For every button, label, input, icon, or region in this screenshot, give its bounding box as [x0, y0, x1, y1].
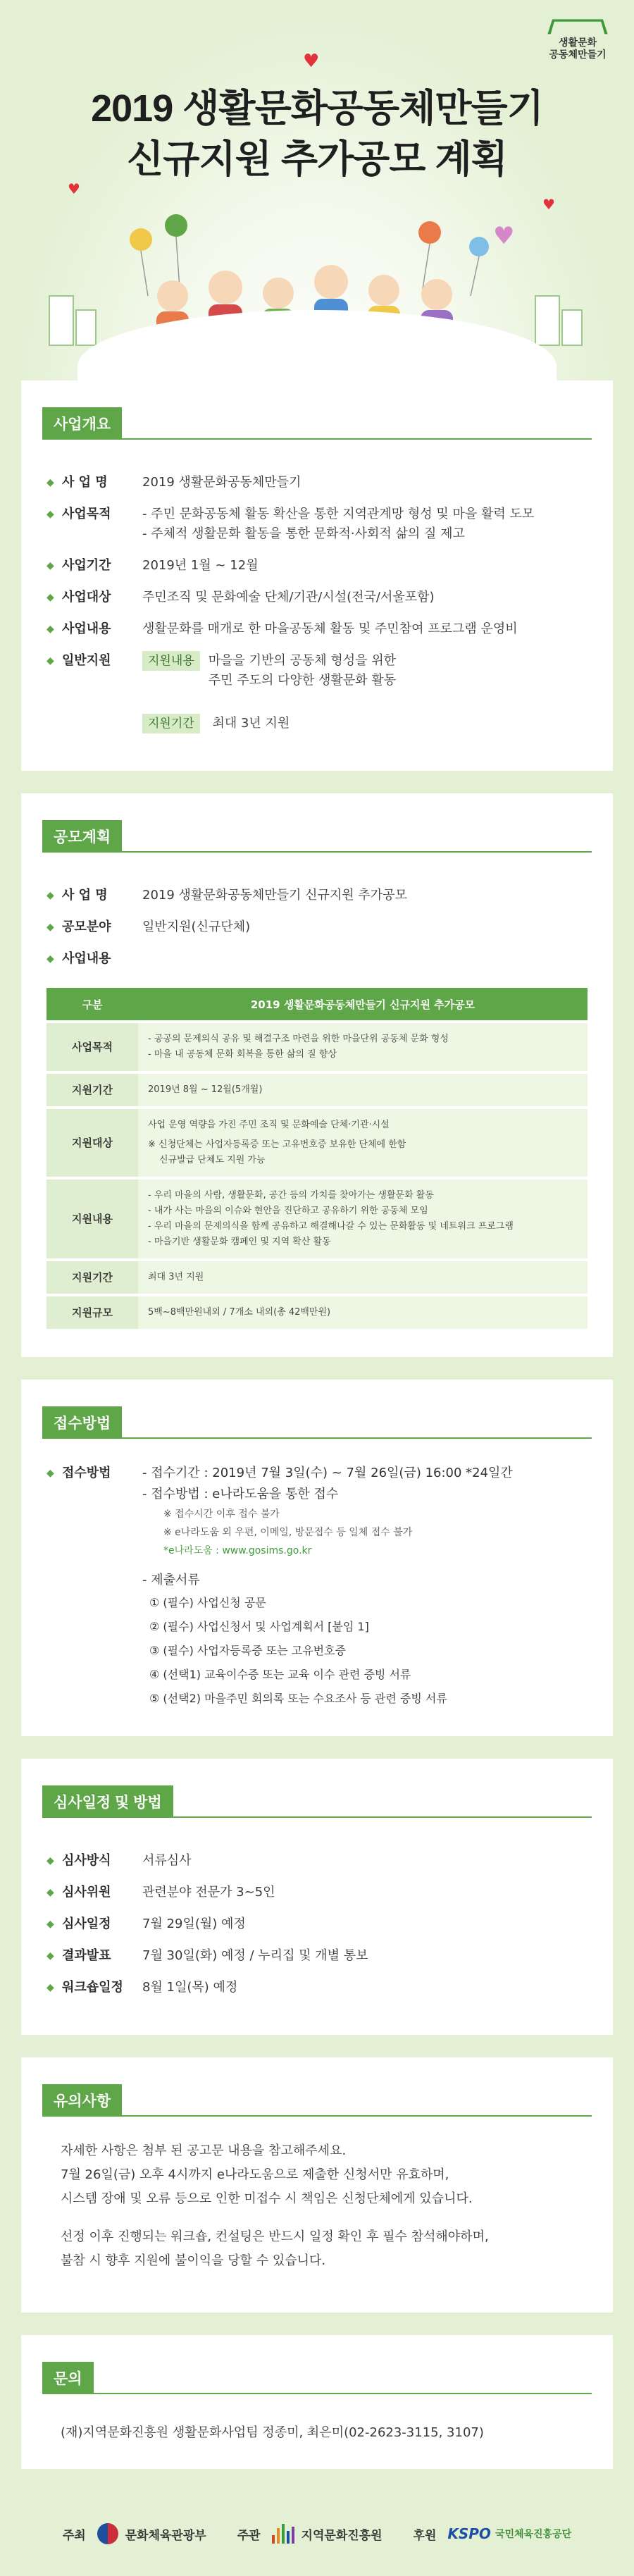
- row-value: 일반지원(신규단체): [142, 919, 251, 934]
- table-header-cell: 구분: [46, 988, 138, 1020]
- row-label: 결과발표: [62, 1948, 111, 1963]
- bullet-icon: ◆: [46, 1919, 54, 1930]
- reception-note: ※ e나라도움 외 우편, 이메일, 방문접수 등 일체 접수 불가: [163, 1527, 413, 1538]
- notes-line: 선정 이후 진행되는 워크숍, 컨설팅은 반드시 일정 확인 후 필수 참석해야하며,: [61, 2229, 489, 2244]
- row-label: 사업대상: [62, 590, 111, 605]
- contact-info: (재)지역문화진흥원 생활문화사업팀 정종미, 최은미(02-2623-3115, 3107): [61, 2425, 484, 2440]
- organizer-label: 주관: [237, 2528, 261, 2543]
- taegeuk-emblem-icon: [97, 2523, 118, 2544]
- sponsor-org: 국민체육진흥공단: [495, 2529, 572, 2540]
- row-value: 서류심사: [142, 1853, 192, 1868]
- divider: [42, 1437, 592, 1439]
- row-label: 사업내용: [62, 951, 111, 966]
- divider: [42, 2115, 592, 2117]
- table-row: [46, 1023, 588, 1071]
- support-tag: 지원내용: [142, 651, 200, 671]
- row-value: 관련분야 전문가 3~5인: [142, 1885, 275, 1900]
- notes-paragraph: [61, 2139, 573, 2211]
- organizer-org: 지역문화진흥원: [301, 2528, 383, 2543]
- enara-link[interactable]: *e나라도움 : www.gosims.go.kr: [163, 1545, 312, 1556]
- section-schedule: [21, 1759, 613, 2035]
- row-label: 사 업 명: [62, 475, 108, 490]
- footer-sponsor: [414, 2525, 572, 2543]
- bullet-icon: ◆: [46, 592, 54, 603]
- table-row-label: 지원내용: [46, 1179, 138, 1258]
- reception-period: - 접수기간 : 2019년 7월 3일(수) ~ 7월 26일(금) 16:00 *24일간: [142, 1466, 513, 1480]
- section-title: 문의: [42, 2362, 94, 2394]
- buildings-left: [49, 296, 96, 345]
- divider: [42, 438, 592, 440]
- support-line: 마을을 기반의 공동체 형성을 위한: [208, 653, 397, 668]
- divider: [42, 2393, 592, 2394]
- roof-icon: [547, 19, 607, 34]
- bullet-icon: ◆: [46, 922, 54, 933]
- overview-row-support: [46, 651, 588, 705]
- notes-line: 불참 시 향후 지원에 불이익을 당할 수 있습니다.: [61, 2253, 326, 2268]
- value-line: - 주민 문화공동체 활동 확산을 통한 지역관계망 형성 및 마을 활력 도모: [142, 507, 535, 521]
- notes-line: 7월 26일(금) 오후 4시까지 e나라도움으로 제출한 신청서만 유효하며,: [61, 2167, 449, 2182]
- notes-line: 시스템 장애 및 오류 등으로 인한 미접수 시 책임은 신청단체에게 있습니다.: [61, 2191, 473, 2206]
- row-value: 2019년 1월 ~ 12월: [142, 558, 259, 573]
- value-line: - 주체적 생활문화 활동을 통한 문화적·사회적 삶의 질 제고: [142, 526, 465, 541]
- doc-item: ③ (필수) 사업자등록증 또는 고유번호증: [149, 1644, 347, 1657]
- title-line-1: 2019 생활문화공동체만들기: [91, 87, 543, 130]
- sponsor-label: 후원: [413, 2528, 437, 2543]
- row-label: 일반지원: [62, 653, 111, 668]
- notes-paragraph: [61, 2225, 573, 2273]
- row-value: 생활문화를 매개로 한 마을공동체 활동 및 주민참여 프로그램 운영비: [142, 621, 518, 636]
- buildings-right: [535, 296, 582, 345]
- schedule-row: [46, 1883, 588, 1902]
- row-label: 사업기간: [62, 558, 111, 573]
- logo-line-2: 공동체만들기: [549, 49, 607, 60]
- table-cell-line: 최대 3년 지원: [148, 1272, 204, 1282]
- host-label: 주최: [62, 2528, 86, 2543]
- footer-sponsors: [0, 2491, 634, 2576]
- row-label: 심사일정: [62, 1916, 111, 1931]
- table-cell: [138, 1109, 588, 1177]
- heart-icon: ♥: [303, 51, 320, 72]
- table-cell-line: - 우리 마을의 사람, 생활문화, 공간 등의 가치를 찾아가는 생활문화 활동: [148, 1190, 434, 1201]
- overview-row-name: [46, 473, 588, 493]
- row-label: 사 업 명: [62, 888, 108, 903]
- bullet-icon: ◆: [46, 655, 54, 667]
- table-cell-line: 사업 운영 역량을 가진 주민 조직 및 문화예술 단체·기관·시설: [148, 1120, 390, 1130]
- row-value: 7월 29일(월) 예정: [142, 1916, 246, 1931]
- bullet-icon: ◆: [46, 953, 54, 965]
- schedule-row: [46, 1946, 588, 1966]
- table-cell-line: ※ 신청단체는 사업자등록증 또는 고유번호증 보유한 단체에 한함: [148, 1139, 406, 1150]
- row-label: 접수방법: [62, 1466, 111, 1480]
- table-row-label: 지원기간: [46, 1074, 138, 1106]
- reception-block: [21, 1449, 613, 1711]
- table-row-label: 지원기간: [46, 1261, 138, 1294]
- page-title: [0, 83, 634, 185]
- notes-line: 자세한 사항은 첨부 된 공고문 내용을 참고해주세요.: [61, 2143, 347, 2158]
- bullet-icon: ◆: [46, 1982, 54, 1993]
- plan-table: [46, 985, 588, 1332]
- row-label: 공모분야: [62, 919, 111, 934]
- notes-text: [21, 2126, 613, 2273]
- table-cell-line: - 내가 사는 마을의 이슈와 현안을 진단하고 공유하기 위한 공동체 모임: [148, 1206, 428, 1216]
- section-title: 접수방법: [42, 1406, 122, 1439]
- footer-organizer: [237, 2524, 383, 2544]
- support-details: [142, 651, 588, 705]
- schedule-rows: [21, 1828, 613, 1998]
- table-row: [46, 1074, 588, 1106]
- logo-line-1: 생활문화: [558, 37, 597, 48]
- table-row-label: 사업목적: [46, 1023, 138, 1071]
- divider: [42, 851, 592, 853]
- row-value: 주민조직 및 문화예술 단체/기관/시설(전국/서울포함): [142, 590, 435, 605]
- schedule-row: [46, 1978, 588, 1998]
- section-reception: [21, 1380, 613, 1736]
- table-cell-line: - 마을 내 공동체 문화 회복을 통한 삶의 질 향상: [148, 1049, 337, 1060]
- section-title: 심사일정 및 방법: [42, 1785, 173, 1818]
- bullet-icon: ◆: [46, 1887, 54, 1898]
- heart-icon: ♥: [542, 196, 555, 213]
- logo-text: [538, 37, 617, 61]
- plan-table-wrap: [21, 981, 613, 1332]
- table-cell-line: - 공공의 문제의식 공유 및 해결구조 마련을 위한 마을단위 공동체 문화 형성: [148, 1034, 449, 1044]
- section-title: 공모계획: [42, 820, 122, 853]
- row-label: 워크숍일정: [62, 1980, 123, 1995]
- table-cell: [138, 1074, 588, 1106]
- overview-row-period: [46, 556, 588, 576]
- kspo-logo: KSPO: [447, 2525, 491, 2542]
- hero-banner: [0, 0, 634, 380]
- overview-row-purpose: [46, 504, 588, 544]
- section-title: 유의사항: [42, 2084, 122, 2117]
- doc-item: ⑤ (선택2) 마을주민 회의록 또는 수요조사 등 관련 증빙 서류: [149, 1692, 447, 1705]
- bullet-icon: ◆: [46, 1855, 54, 1866]
- brand-logo: [538, 18, 617, 61]
- table-cell-line: 5백~8백만원내외 / 7개소 내외(총 42백만원): [148, 1307, 331, 1318]
- row-label: 사업목적: [62, 507, 111, 521]
- plan-rows: [21, 862, 613, 969]
- reception-note: ※ 접수시간 이후 접수 불가: [163, 1509, 280, 1520]
- host-org: 문화체육관광부: [125, 2528, 206, 2543]
- row-value: 7월 30일(화) 예정 / 누리집 및 개별 통보: [142, 1948, 368, 1963]
- section-contact: [21, 2335, 613, 2469]
- reception-details: [142, 1463, 588, 1711]
- schedule-row: [46, 1851, 588, 1871]
- bullet-icon: ◆: [46, 477, 54, 488]
- heart-icon: ♥: [68, 180, 80, 197]
- table-cell-line: - 우리 마을의 문제의식을 함께 공유하고 해결해나갈 수 있는 문화활동 및 네트워크 프로그램: [148, 1221, 514, 1232]
- doc-item: ① (필수) 사업신청 공문: [149, 1596, 266, 1609]
- table-row: [46, 1261, 588, 1294]
- table-cell: [138, 1261, 588, 1294]
- overview-rows: [21, 450, 613, 733]
- schedule-row: [46, 1914, 588, 1934]
- table-row-label: 지원규모: [46, 1296, 138, 1329]
- plan-row-content: [46, 949, 588, 969]
- title-line-2: 신규지원 추가공모 계획: [127, 138, 507, 180]
- table-cell: [138, 1179, 588, 1258]
- table-row: [46, 1109, 588, 1177]
- docs-title: - 제출서류: [142, 1573, 200, 1587]
- bullet-icon: ◆: [46, 624, 54, 635]
- support-line: 주민 주도의 다양한 생활문화 활동: [208, 673, 397, 688]
- heart-icon: ♥: [493, 222, 515, 250]
- row-label: 심사위원: [62, 1885, 111, 1900]
- table-row-label: 지원대상: [46, 1109, 138, 1177]
- doc-item: ④ (선택1) 교육이수증 또는 교육 이수 관련 증빙 서류: [149, 1668, 411, 1681]
- support-content: [142, 651, 588, 691]
- bullet-icon: ◆: [46, 560, 54, 571]
- table-cell-line: - 마을기반 생활문화 캠페인 및 지역 확산 활동: [148, 1237, 331, 1247]
- section-notes: [21, 2057, 613, 2312]
- table-header-row: [46, 988, 588, 1020]
- support-line: 최대 3년 지원: [212, 716, 290, 731]
- table-header-cell: 2019 생활문화공동체만들기 신규지원 추가공모: [138, 988, 588, 1020]
- overview-row-support-period: [46, 714, 588, 733]
- table-cell-line: 2019년 8월 ~ 12월(5개월): [148, 1084, 263, 1095]
- table-row: [46, 1296, 588, 1329]
- overview-row-target: [46, 588, 588, 607]
- overview-row-content: [46, 619, 588, 639]
- rcda-logo-icon: [272, 2524, 294, 2544]
- bullet-icon: ◆: [46, 1950, 54, 1962]
- bullet-icon: ◆: [46, 1468, 54, 1479]
- reception-method: - 접수방법 : e나라도움을 통한 접수: [142, 1487, 339, 1501]
- section-title: 사업개요: [42, 407, 122, 440]
- bullet-icon: ◆: [46, 890, 54, 901]
- row-value: 2019 생활문화공동체만들기 신규지원 추가공모: [142, 888, 407, 903]
- plan-row-name: [46, 886, 588, 905]
- footer-host: [63, 2523, 206, 2544]
- row-value: 2019 생활문화공동체만들기: [142, 475, 302, 490]
- row-label: 사업내용: [62, 621, 111, 636]
- bullet-icon: ◆: [46, 509, 54, 520]
- doc-item: ② (필수) 사업신청서 및 사업계획서 [붙임 1]: [149, 1620, 369, 1633]
- row-value: [142, 504, 588, 544]
- table-cell-line: 신규발급 단체도 지원 가능: [159, 1155, 266, 1165]
- table-cell: [138, 1023, 588, 1071]
- support-tag: 지원기간: [142, 714, 200, 733]
- section-overview: [21, 380, 613, 771]
- row-value: 8월 1일(목) 예정: [142, 1980, 238, 1995]
- table-row: [46, 1179, 588, 1258]
- table-cell: [138, 1296, 588, 1329]
- section-plan: [21, 793, 613, 1357]
- row-label: 심사방식: [62, 1853, 111, 1868]
- plan-row-field: [46, 917, 588, 937]
